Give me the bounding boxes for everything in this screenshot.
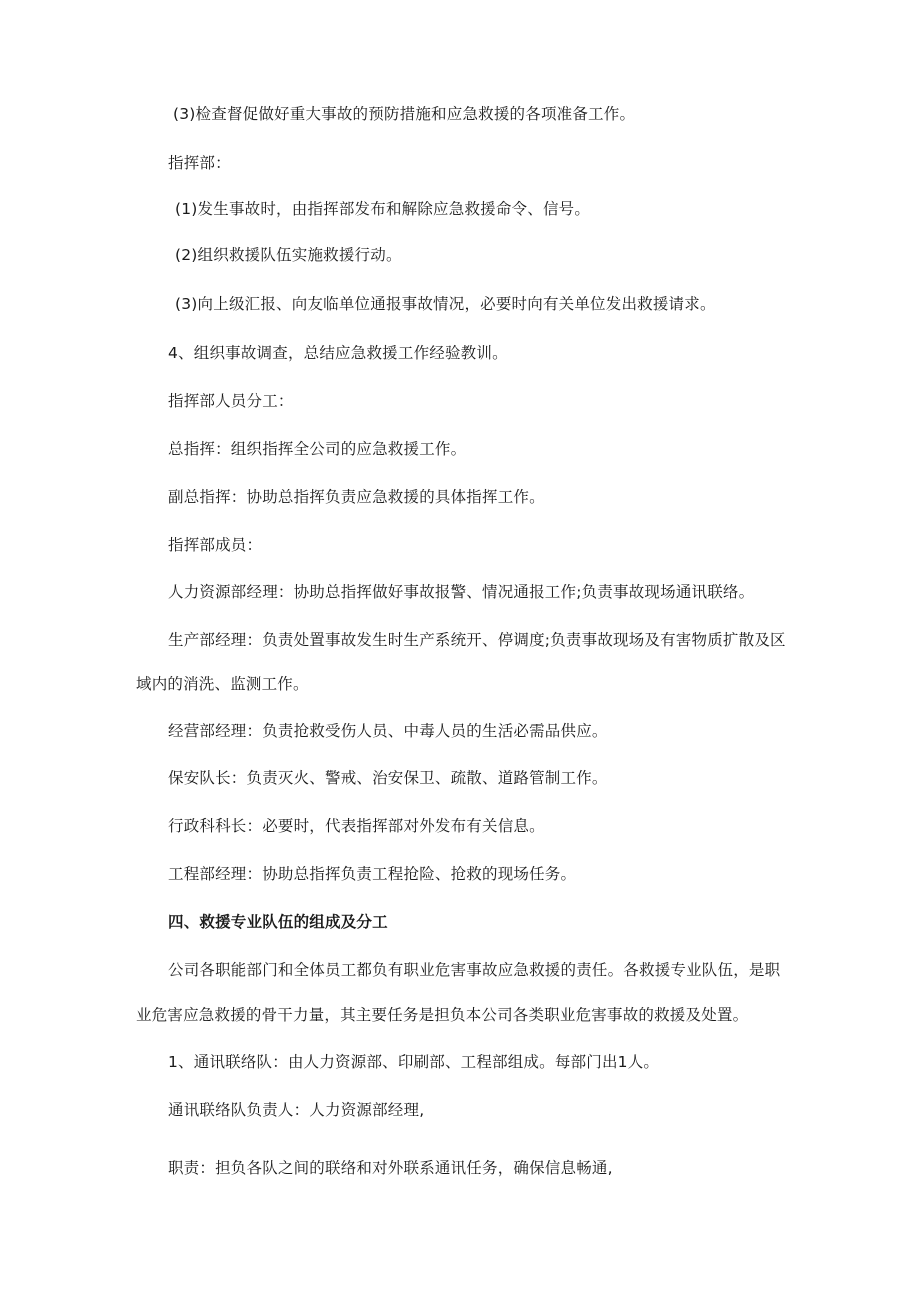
paragraph-admin-chief: 行政科科长：必要时，代表指挥部对外发布有关信息。 [168,817,545,835]
paragraph-chief-commander: 总指挥：组织指挥全公司的应急救援工作。 [168,440,467,458]
paragraph-members-heading: 指挥部成员： [168,536,263,554]
paragraph-team-1: 1、通讯联络队：由人力资源部、印刷部、工程部组成。每部门出1人。 [168,1053,660,1071]
paragraph-engineering-manager: 工程部经理：协助总指挥负责工程抢险、抢救的现场任务。 [168,865,577,883]
paragraph-deputy-commander: 副总指挥：协助总指挥负责应急救援的具体指挥工作。 [168,488,545,506]
paragraph-team-1-leader: 通讯联络队负责人：人力资源部经理, [168,1101,425,1119]
section-4-paragraph-line2: 业危害应急救援的骨干力量，其主要任务是担负本公司各类职业危害事故的救援及处置。 [136,1006,749,1024]
paragraph-item-4: 4、组织事故调查，总结应急救援工作经验教训。 [168,344,508,362]
paragraph-item-3-check: (3)检查督促做好重大事故的预防措施和应急救援的各项准备工作。 [173,105,636,123]
section-4-paragraph-line1: 公司各职能部门和全体员工都负有职业危害事故应急救援的责任。各救援专业队伍，是职 [168,961,781,979]
paragraph-command-heading: 指挥部： [168,154,231,172]
paragraph-command-3: (3)向上级汇报、向友临单位通报事故情况，必要时向有关单位发出救援请求。 [175,295,716,313]
paragraph-production-manager-line1: 生产部经理：负责处置事故发生时生产系统开、停调度;负责事故现场及有害物质扩散及区 [168,631,786,649]
paragraph-production-manager-line2: 域内的消洗、监测工作。 [136,675,309,693]
paragraph-division-heading: 指挥部人员分工： [168,392,294,410]
paragraph-team-1-duty: 职责：担负各队之间的联络和对外联系通讯任务，确保信息畅通, [168,1159,613,1177]
paragraph-command-1: (1)发生事故时，由指挥部发布和解除应急救援命令、信号。 [175,200,591,218]
paragraph-business-manager: 经营部经理：负责抢救受伤人员、中毒人员的生活必需品供应。 [168,722,608,740]
paragraph-security-captain: 保安队长：负责灭火、警戒、治安保卫、疏散、道路管制工作。 [168,769,608,787]
paragraph-hr-manager: 人力资源部经理：协助总指挥做好事故报警、情况通报工作;负责事故现场通讯联络。 [168,583,755,601]
paragraph-command-2: (2)组织救援队伍实施救援行动。 [175,246,402,264]
section-4-title: 四、救援专业队伍的组成及分工 [168,913,388,931]
